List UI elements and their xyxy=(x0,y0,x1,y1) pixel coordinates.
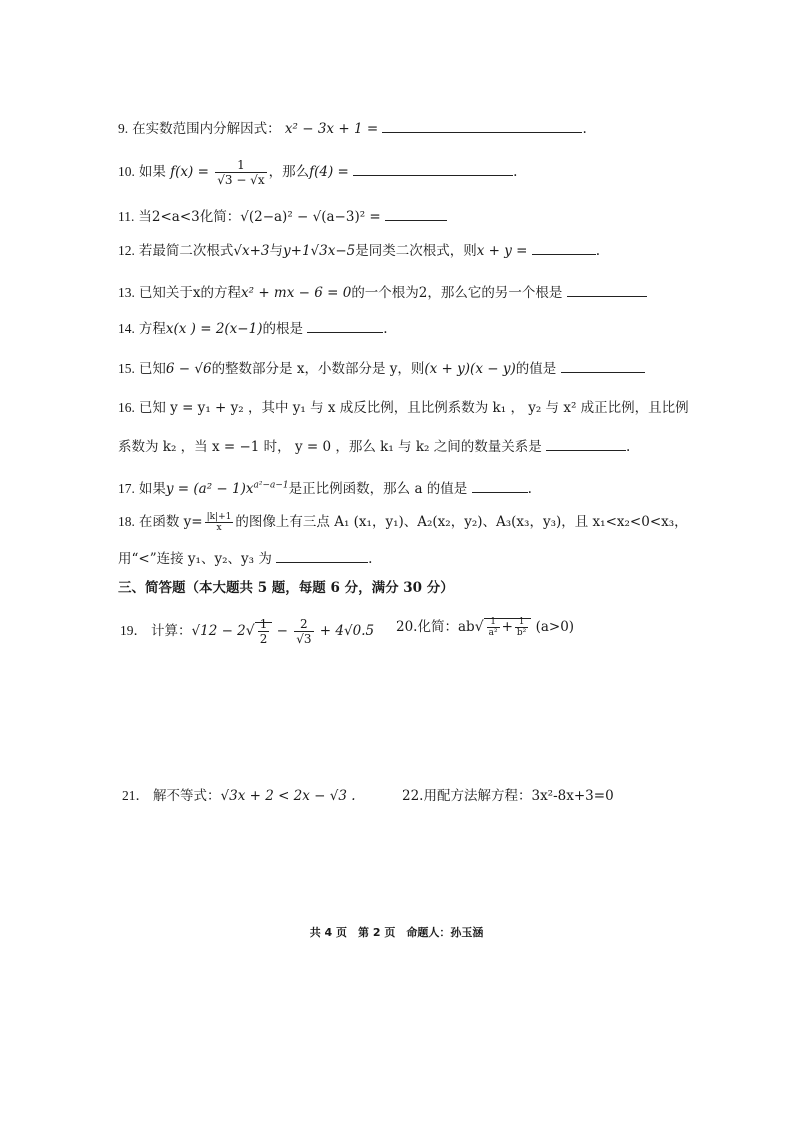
punctuation: . xyxy=(595,243,601,259)
question-text: 用配方法解方程：3x²-8x+3=0 xyxy=(423,788,614,804)
question-text: 系数为 k₂ ，当 x = −1 时， y = 0 ，那么 k₁ 与 k₂ 之间的数量关系是 xyxy=(118,439,542,455)
question-20 xyxy=(396,617,574,638)
question-text: 是正比例函数，那么 a 的值是 xyxy=(288,481,468,497)
question-19 xyxy=(120,617,374,646)
question-text: 的值是 xyxy=(515,361,557,377)
question-number: 17. xyxy=(118,481,135,496)
answer-blank[interactable] xyxy=(276,548,368,563)
question-text: 的图像上有三点 A₁ (x₁，y₁)、A₂(x₂，y₂)、A₃(x₃，y₃)，且 x₁<x₂<0<x₃， xyxy=(235,514,688,530)
question-text: 当2<a<3化简： xyxy=(138,209,241,225)
answer-blank[interactable] xyxy=(472,478,528,493)
fraction-numerator: 1 xyxy=(259,617,268,631)
question-14 xyxy=(118,318,388,339)
question-text: 如果 xyxy=(138,481,166,497)
question-text: 方程 xyxy=(138,321,166,337)
fraction-denominator: 2 xyxy=(259,632,268,646)
question-15 xyxy=(118,358,645,379)
punctuation: . xyxy=(513,164,518,180)
answer-blank[interactable] xyxy=(382,118,582,133)
fraction-denominator: √3 xyxy=(296,632,312,646)
condition: (a>0) xyxy=(535,619,575,635)
fraction-numerator: |k|+1 xyxy=(206,512,232,522)
question-text: 解不等式： xyxy=(153,788,221,804)
exponent: a²−a−1 xyxy=(253,480,289,491)
punctuation: . xyxy=(383,321,388,337)
question-18-line-1 xyxy=(118,512,688,533)
fraction-denominator: x xyxy=(216,523,222,533)
answer-blank[interactable] xyxy=(567,282,647,297)
question-number: 19． xyxy=(120,623,147,638)
question-text: 已知 xyxy=(138,361,166,377)
question-text: 的整数部分是 x，小数部分是 y，则 xyxy=(211,361,425,377)
question-expression: x² + mx − 6 = 0 xyxy=(241,285,352,301)
question-text: 在实数范围内分解因式： xyxy=(132,121,281,137)
question-number: 13. xyxy=(118,285,135,300)
question-number: 20. xyxy=(396,619,418,635)
question-expression: f(x) = xyxy=(170,164,209,180)
question-number: 16. xyxy=(118,400,135,415)
question-11 xyxy=(118,206,447,227)
question-22 xyxy=(402,786,614,806)
question-text: 已知 y = y₁ + y₂ ，其中 y₁ 与 x 成反比例，且比例系数为 k₁ ， y₂ 与 x² 成正比例，且比例 xyxy=(138,400,689,416)
question-21 xyxy=(122,786,356,806)
question-text: 与 xyxy=(269,243,283,259)
question-expression: f(4) = xyxy=(309,164,349,180)
question-text: 若最简二次根式 xyxy=(138,243,234,259)
punctuation: . xyxy=(368,551,373,567)
question-number: 18. xyxy=(118,514,135,529)
fraction xyxy=(487,617,500,638)
question-expression: y = (a² − 1)x xyxy=(165,481,254,497)
punctuation: . xyxy=(527,481,532,497)
answer-blank[interactable] xyxy=(546,436,626,451)
question-number: 14. xyxy=(118,321,135,336)
question-expression: 6 − √6 xyxy=(165,361,212,377)
radical-sign: √ xyxy=(474,619,484,635)
fraction xyxy=(258,617,270,646)
question-10 xyxy=(118,158,517,187)
question-9 xyxy=(118,118,587,139)
question-17 xyxy=(118,478,532,499)
question-text: 如果 xyxy=(138,164,166,180)
operator: − xyxy=(272,623,293,639)
question-text: 是同类二次根式，则 xyxy=(355,243,477,259)
operator: + xyxy=(501,619,513,635)
question-number: 12. xyxy=(118,243,135,258)
answer-blank[interactable] xyxy=(561,358,645,373)
question-number: 11. xyxy=(118,209,135,224)
fraction xyxy=(294,617,313,646)
question-number: 21． xyxy=(122,788,149,803)
question-text: 已知关于x的方程 xyxy=(138,285,241,301)
radical-sign: √ xyxy=(245,623,255,639)
page-footer: 共 4 页 第 2 页 命题人：孙玉涵 xyxy=(309,926,484,939)
radical-expression: √x+3 xyxy=(233,243,270,259)
answer-blank[interactable] xyxy=(385,206,447,221)
question-expression: √(2−a)² − √(a−3)² = xyxy=(240,209,381,225)
question-text: 用“<”连接 y₁、y₂、y₃ 为 xyxy=(118,551,272,567)
punctuation: . xyxy=(582,121,587,137)
question-text: 化简： xyxy=(417,619,458,635)
fraction-numerator: 1 xyxy=(215,158,266,173)
question-expression: √3x + 2 < 2x − √3 . xyxy=(220,788,356,804)
question-text: 的根是 xyxy=(262,321,303,337)
fraction-denominator: √3 − √x xyxy=(217,173,265,187)
question-number: 15. xyxy=(118,361,135,376)
answer-blank[interactable] xyxy=(353,161,513,176)
fraction xyxy=(215,158,266,187)
question-13 xyxy=(118,282,647,303)
question-number: 22. xyxy=(402,788,424,804)
question-expression: ab xyxy=(457,619,475,635)
question-expression: √12 − 2 xyxy=(191,623,246,639)
question-16-line-2 xyxy=(118,436,630,457)
fraction-denominator: b² xyxy=(516,628,527,638)
question-expression: (x + y)(x − y) xyxy=(424,361,516,377)
fraction-numerator: 1 xyxy=(487,617,500,628)
answer-blank[interactable] xyxy=(307,318,383,333)
question-expression: x(x ) = 2(x−1) xyxy=(165,321,263,337)
question-expression: + 4√0.5 xyxy=(315,623,375,639)
question-number: 10. xyxy=(118,164,135,179)
question-text: 的一个根为2，那么它的另一个根是 xyxy=(351,285,563,301)
section-heading: 三、简答题（本大题共 5 题，每题 6 分，满分 30 分） xyxy=(118,580,454,596)
answer-blank[interactable] xyxy=(532,240,596,255)
question-text: ，那么 xyxy=(268,164,310,180)
question-16-line-1 xyxy=(118,398,689,418)
question-text: 在函数 y= xyxy=(138,514,203,530)
question-18-line-2 xyxy=(118,548,372,569)
fraction-numerator: 1 xyxy=(515,617,528,628)
question-number: 9. xyxy=(118,121,129,136)
radical-expression: y+1√3x−5 xyxy=(283,243,356,259)
fraction xyxy=(205,512,234,533)
question-12 xyxy=(118,240,600,261)
fraction-numerator: 2 xyxy=(294,617,313,632)
punctuation: . xyxy=(626,439,631,455)
fraction-denominator: a² xyxy=(488,628,498,638)
question-expression: x² − 3x + 1 = xyxy=(284,121,379,137)
question-expression: x + y = xyxy=(476,243,528,259)
question-text: 计算： xyxy=(151,623,192,639)
fraction xyxy=(515,617,528,638)
